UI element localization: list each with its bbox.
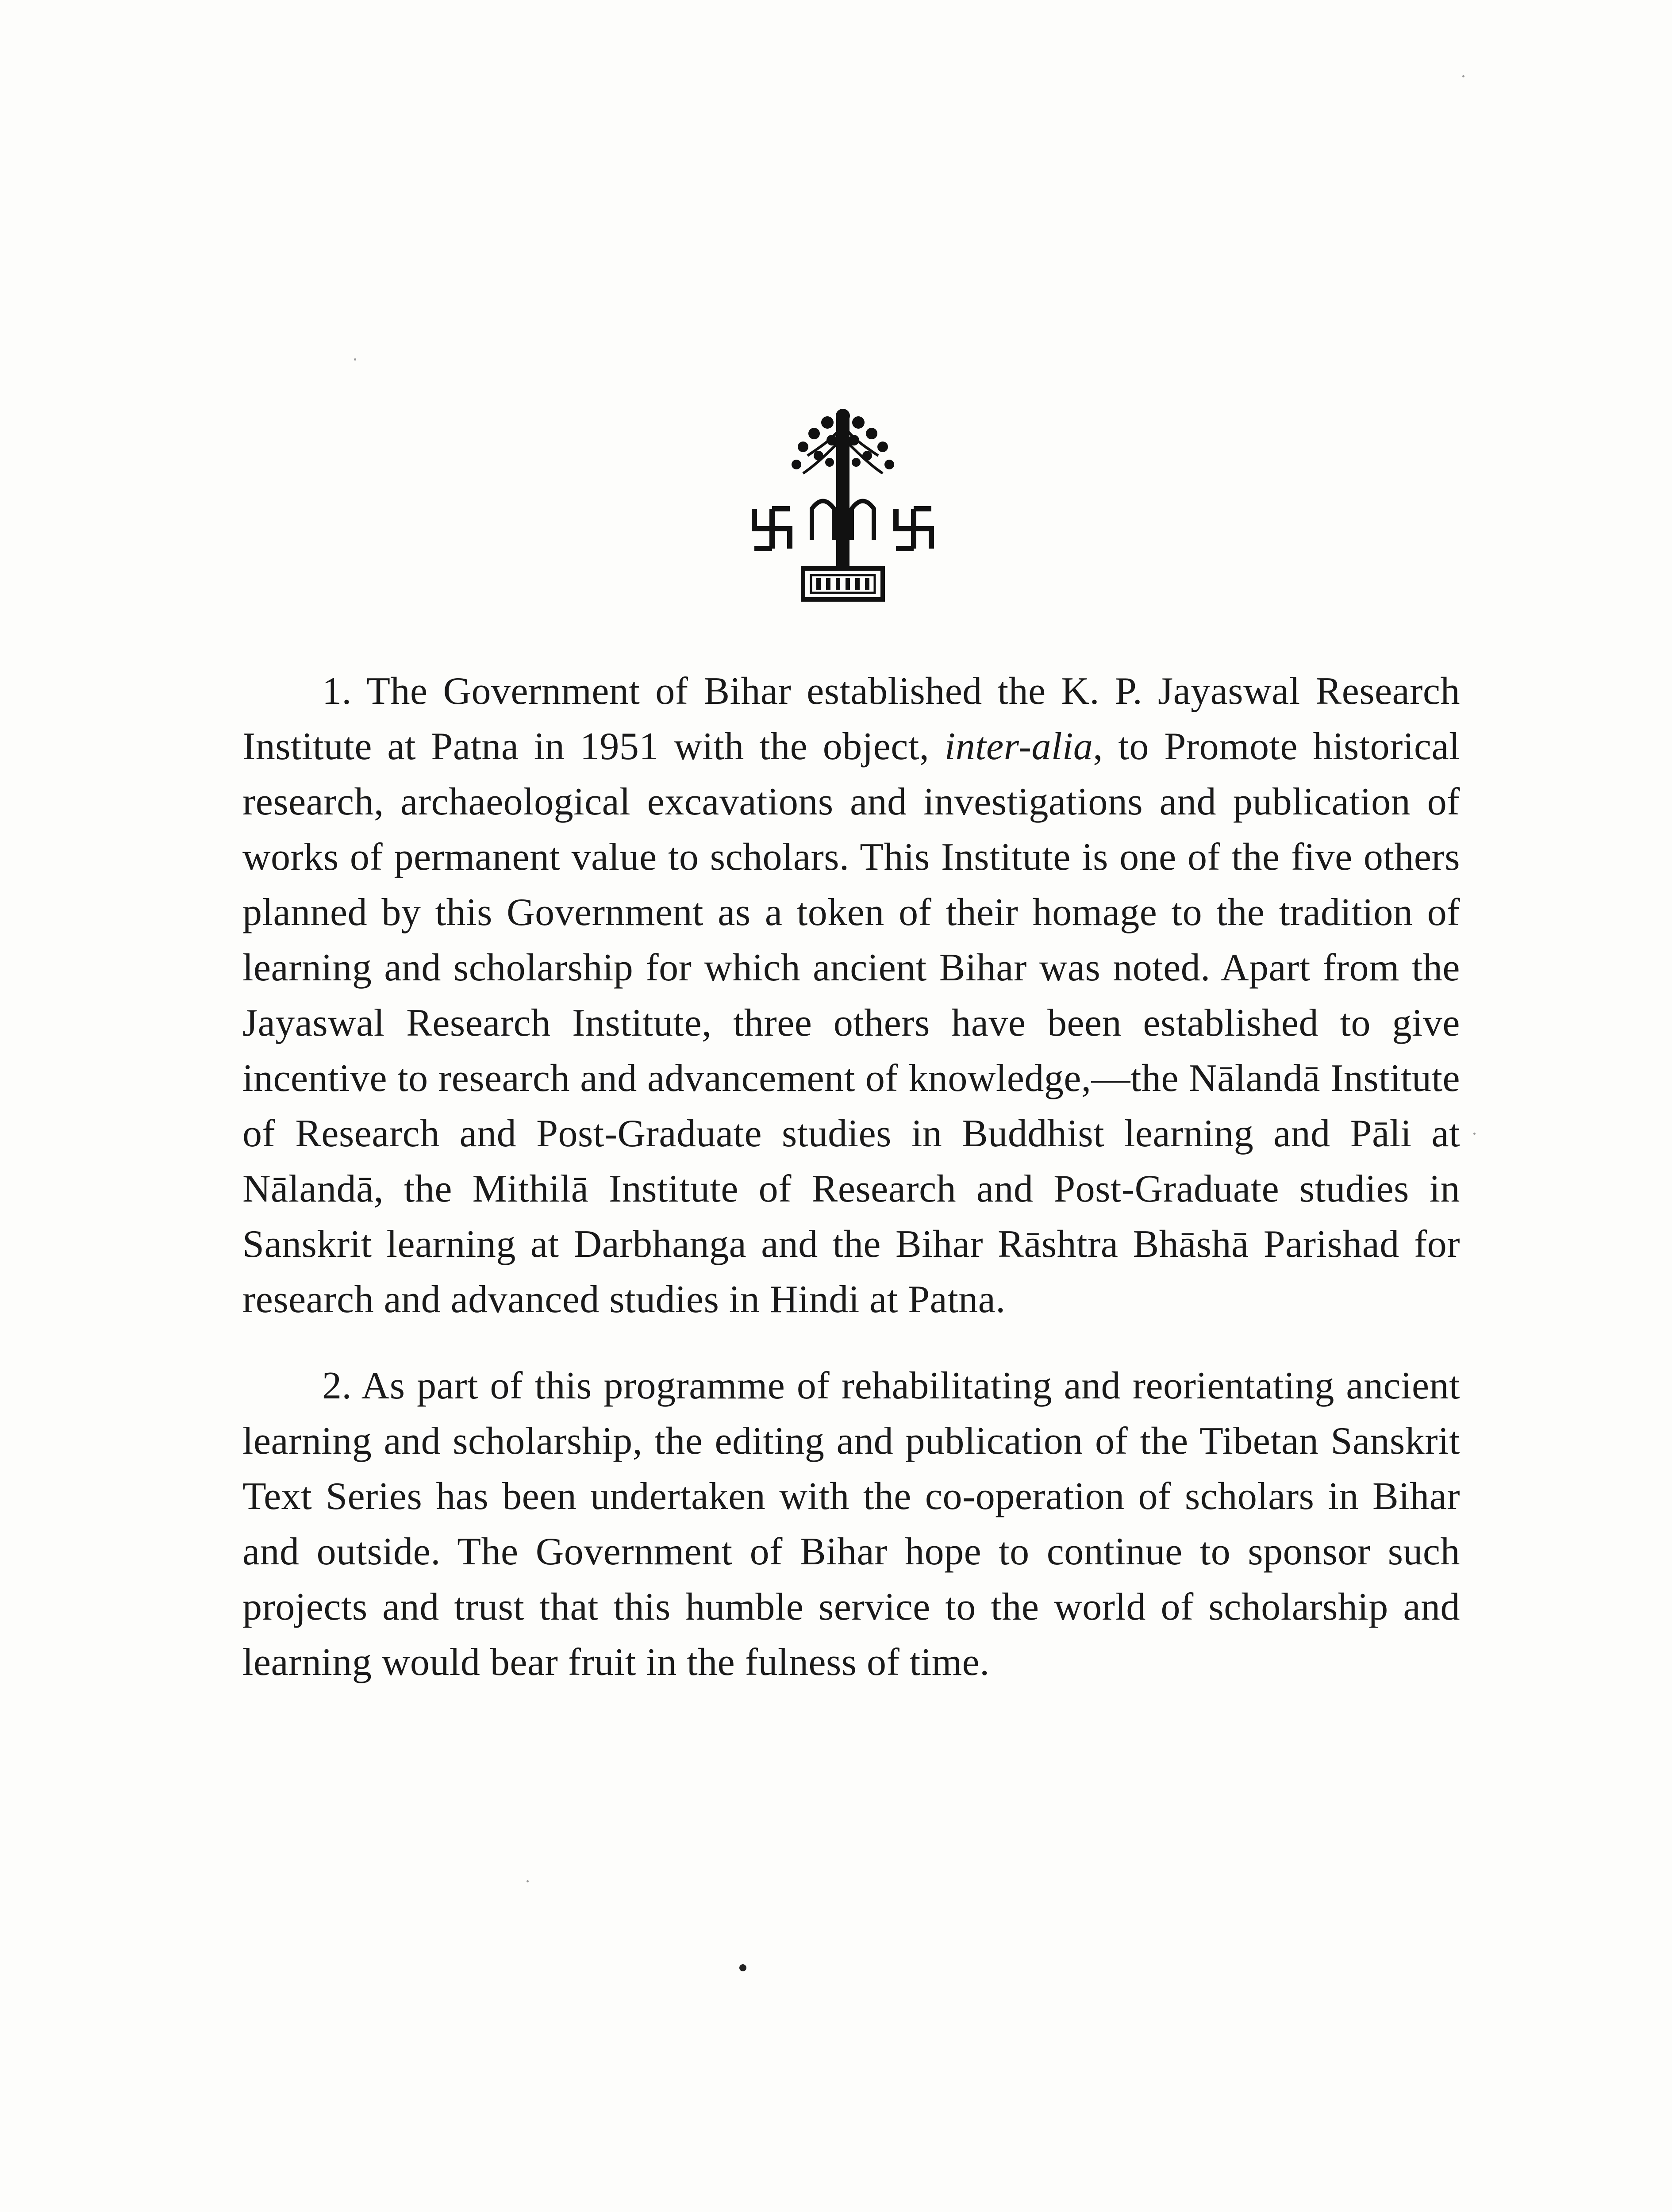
- bihar-emblem-logo: [741, 398, 945, 611]
- paragraph-text-before: The Government of Bihar established the K. P. Jayaswal Research Institute at Patna in 1951 with the object,: [242, 670, 1460, 768]
- scan-speck: [354, 358, 356, 361]
- scan-speck: [527, 1880, 529, 1882]
- paragraph-2: [242, 1358, 1460, 1690]
- paragraph-number: 1.: [322, 670, 352, 713]
- scan-speck: [1462, 75, 1464, 77]
- paragraph-text-after: , to Promote historical research, archaeological excavations and investigations and publication of works of permanent value to scholars. This Institute is one of the five others planned by this Government as a token of their homage to the tradition of learning and scholarship for which ancient Bihar was noted. Apart from the Jayaswal Research Institute, three others have been established to give incentive to research and advancement of knowledge,—the Nālandā Institute of Research and Post-Graduate studies in Buddhist learning and Pāli at Nālandā, the Mithilā Institute of Research and Post-Graduate studies in Sanskrit learning at Darbhanga and the Bihar Rāshtra Bhāshā Parishad for research and advanced studies in Hindi at Patna.: [242, 725, 1461, 1321]
- scan-speck: [1473, 1133, 1476, 1135]
- paragraph-number: 2.: [322, 1364, 352, 1407]
- italic-term: inter-alia: [944, 725, 1093, 768]
- paragraph-1: [242, 664, 1460, 1327]
- ornament-dot: [739, 1964, 746, 1971]
- body-text: [242, 664, 1460, 1690]
- paragraph-text: As part of this programme of rehabilitating and reorientating ancient learning and scholarship, the editing and publication of the Tibetan Sanskrit Text Series has been undertaken with the co-operation of scholars in Bihar and outside. The Government of Bihar hope to continue to sponsor such projects and trust that this humble service to the world of scholarship and learning would bear fruit in the fulness of time.: [242, 1364, 1460, 1684]
